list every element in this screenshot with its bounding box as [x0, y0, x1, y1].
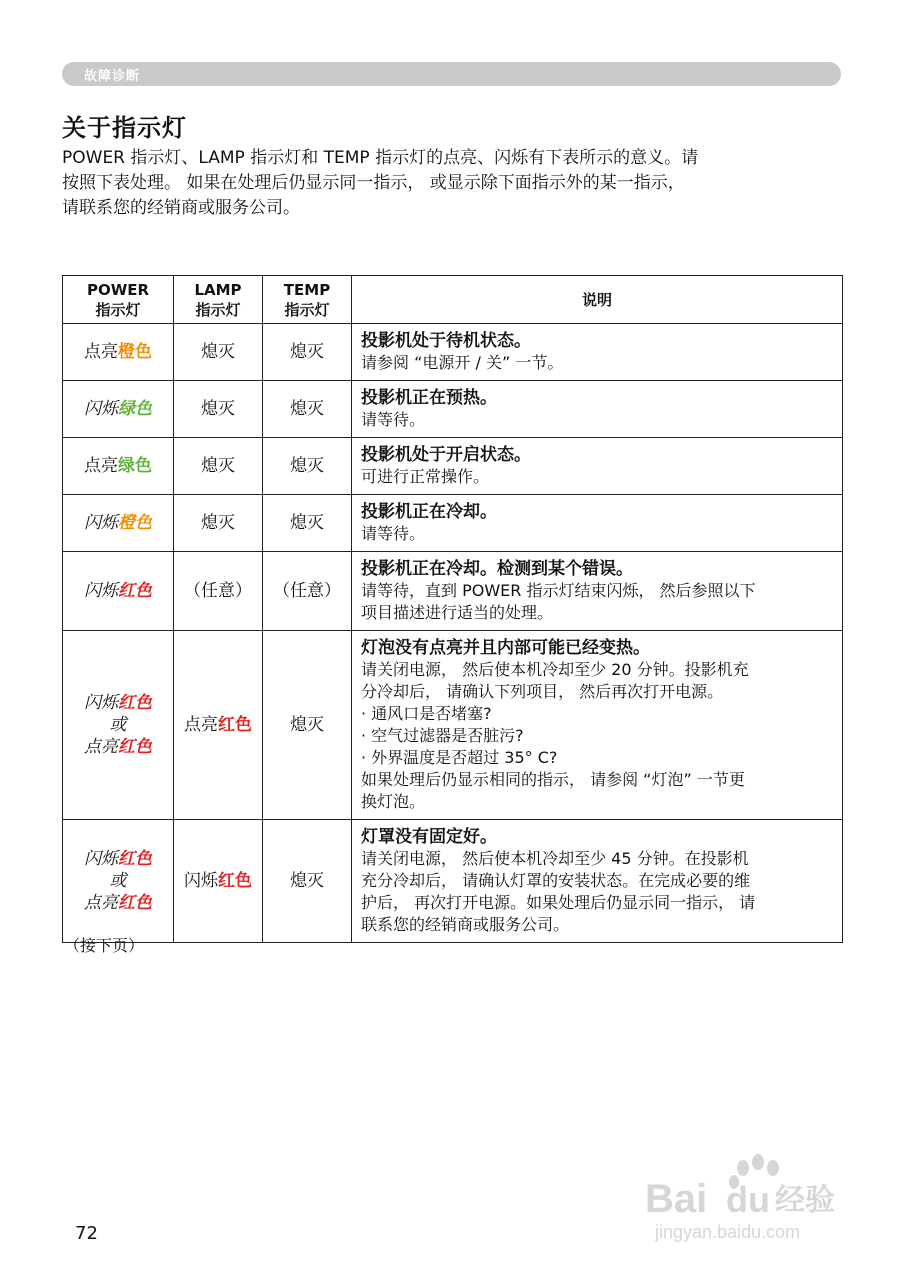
header-power-line1: POWER [86, 280, 150, 299]
description-line: 可进行正常操作。 [361, 467, 490, 486]
description-line: · 外界温度是否超过 35° C? [361, 748, 558, 767]
lamp-indicator-cell [174, 820, 263, 943]
description-line: 请参阅 “电源开 / 关” 一节。 [361, 353, 564, 372]
page-title: 关于指示灯 [62, 114, 187, 142]
section-header-bar [62, 62, 841, 86]
description-line: 请关闭电源， 然后使本机冷却至少 20 分钟。投影机充 [361, 660, 749, 679]
intro-paragraph [62, 146, 837, 221]
table-row [63, 438, 843, 495]
description-line: · 通风口是否堵塞? [361, 704, 492, 723]
indicator-color: 绿色 [118, 399, 152, 419]
description-cell [352, 495, 843, 552]
header-temp-line1: TEMP [283, 280, 331, 299]
description-line: 项目描述进行适当的处理。 [361, 603, 554, 622]
lamp-indicator-cell: 熄灭 [174, 381, 263, 438]
temp-indicator-cell: 熄灭 [263, 820, 352, 943]
temp-indicator-cell: （任意） [263, 552, 352, 631]
indicator-state: 点亮 [84, 893, 118, 913]
table-row [63, 820, 843, 943]
continued-note: （接下页） [64, 936, 145, 955]
description-heading: 投影机正在预热。 [361, 388, 497, 408]
power-indicator-cell [63, 631, 174, 820]
description-heading: 投影机正在冷却。检测到某个错误。 [361, 559, 633, 579]
indicator-line [174, 714, 262, 736]
indicator-state: 点亮 [184, 715, 218, 735]
table-body [63, 324, 843, 943]
description-line: · 空气过滤器是否脏污? [361, 726, 524, 745]
watermark-url: jingyan.baidu.com [655, 1222, 801, 1242]
description-line: 分冷却后， 请确认下列项目， 然后再次打开电源。 [361, 682, 724, 701]
indicator-color: 红色 [118, 581, 152, 601]
temp-indicator-cell: 熄灭 [263, 495, 352, 552]
lamp-indicator-cell: 熄灭 [174, 495, 263, 552]
indicator-line [63, 892, 173, 914]
description-cell [352, 438, 843, 495]
table-header-row [63, 276, 843, 324]
header-power-line2: 指示灯 [95, 300, 141, 319]
baidu-watermark-logo [640, 1150, 855, 1245]
indicator-color: 橙色 [118, 342, 152, 362]
indicator-color: 红色 [218, 871, 252, 891]
description-heading: 投影机处于开启状态。 [361, 445, 531, 465]
header-desc: 说明 [352, 276, 843, 324]
description-heading: 投影机处于待机状态。 [361, 331, 531, 351]
indicator-line [63, 580, 173, 602]
description-heading: 灯泡没有点亮并且内部可能已经变热。 [361, 638, 650, 658]
description-cell [352, 631, 843, 820]
header-lamp [174, 276, 263, 324]
indicator-line [63, 870, 173, 892]
watermark-brand: Bai [645, 1177, 708, 1221]
description-line: 如果处理后仍显示相同的指示， 请参阅 “灯泡” 一节更 [361, 770, 745, 789]
header-temp-line2: 指示灯 [284, 300, 330, 319]
indicator-state: 点亮 [84, 342, 118, 362]
intro-line: 请联系您的经销商或服务公司。 [62, 198, 300, 218]
header-power [63, 276, 174, 324]
description-cell [352, 820, 843, 943]
intro-line: 按照下表处理。 如果在处理后仍显示同一指示， 或显示除下面指示外的某一指示， [62, 173, 685, 193]
page-number: 72 [75, 1223, 98, 1244]
indicator-state: 闪烁 [84, 693, 118, 713]
indicator-state: 点亮 [84, 456, 118, 476]
indicator-state: 或 [109, 715, 127, 735]
header-lamp-line1: LAMP [194, 280, 242, 299]
power-indicator-cell [63, 552, 174, 631]
table-row [63, 324, 843, 381]
indicator-line [63, 714, 173, 736]
table-row [63, 552, 843, 631]
indicator-color: 绿色 [118, 456, 152, 476]
indicator-state: 或 [109, 871, 127, 891]
description-cell [352, 324, 843, 381]
watermark-suffix: 经验 [775, 1183, 835, 1218]
power-indicator-cell [63, 381, 174, 438]
lamp-indicator-cell: （任意） [174, 552, 263, 631]
indicator-line [63, 848, 173, 870]
description-line: 请等待。 [361, 410, 426, 429]
temp-indicator-cell: 熄灭 [263, 438, 352, 495]
indicator-color: 红色 [118, 893, 152, 913]
description-line: 请等待。 [361, 524, 426, 543]
power-indicator-cell [63, 820, 174, 943]
indicator-state: 闪烁 [84, 399, 118, 419]
header-lamp-line2: 指示灯 [195, 300, 241, 319]
intro-line: POWER 指示灯、LAMP 指示灯和 TEMP 指示灯的点亮、闪烁有下表所示的意义。请 [62, 148, 699, 168]
watermark-brand2: du [726, 1179, 770, 1220]
lamp-indicator-cell: 熄灭 [174, 438, 263, 495]
description-line: 请关闭电源， 然后使本机冷却至少 45 分钟。在投影机 [361, 849, 749, 868]
indicator-state: 闪烁 [84, 513, 118, 533]
indicator-color: 红色 [118, 737, 152, 757]
description-cell [352, 552, 843, 631]
power-indicator-cell [63, 324, 174, 381]
temp-indicator-cell: 熄灭 [263, 324, 352, 381]
description-cell [352, 381, 843, 438]
table-row [63, 495, 843, 552]
lamp-indicator-cell: 熄灭 [174, 324, 263, 381]
indicator-state: 闪烁 [184, 871, 218, 891]
indicator-state: 闪烁 [84, 581, 118, 601]
table-row [63, 631, 843, 820]
description-line: 联系您的经销商或服务公司。 [361, 915, 570, 934]
temp-indicator-cell: 熄灭 [263, 631, 352, 820]
lamp-indicator-cell [174, 631, 263, 820]
indicator-color: 红色 [118, 849, 152, 869]
indicator-line [63, 455, 173, 477]
description-heading: 灯罩没有固定好。 [361, 827, 497, 847]
indicator-state: 闪烁 [84, 849, 118, 869]
indicator-line [63, 736, 173, 758]
indicator-line [63, 512, 173, 534]
power-indicator-cell [63, 438, 174, 495]
temp-indicator-cell: 熄灭 [263, 381, 352, 438]
indicator-line [174, 870, 262, 892]
description-heading: 投影机正在冷却。 [361, 502, 497, 522]
description-line: 充分冷却后， 请确认灯罩的安装状态。在完成必要的维 [361, 871, 751, 890]
indicator-line [63, 341, 173, 363]
header-temp [263, 276, 352, 324]
section-label: 故障诊断 [84, 69, 141, 84]
power-indicator-cell [63, 495, 174, 552]
description-line: 请等待，直到 POWER 指示灯结束闪烁， 然后参照以下 [361, 581, 756, 600]
indicator-line [63, 398, 173, 420]
indicator-color: 红色 [118, 693, 152, 713]
indicator-table [62, 275, 843, 943]
indicator-color: 橙色 [118, 513, 152, 533]
indicator-color: 红色 [218, 715, 252, 735]
indicator-line [63, 692, 173, 714]
description-line: 换灯泡。 [361, 792, 426, 811]
indicator-state: 点亮 [84, 737, 118, 757]
table-row [63, 381, 843, 438]
description-line: 护后， 再次打开电源。如果处理后仍显示同一指示， 请 [361, 893, 756, 912]
